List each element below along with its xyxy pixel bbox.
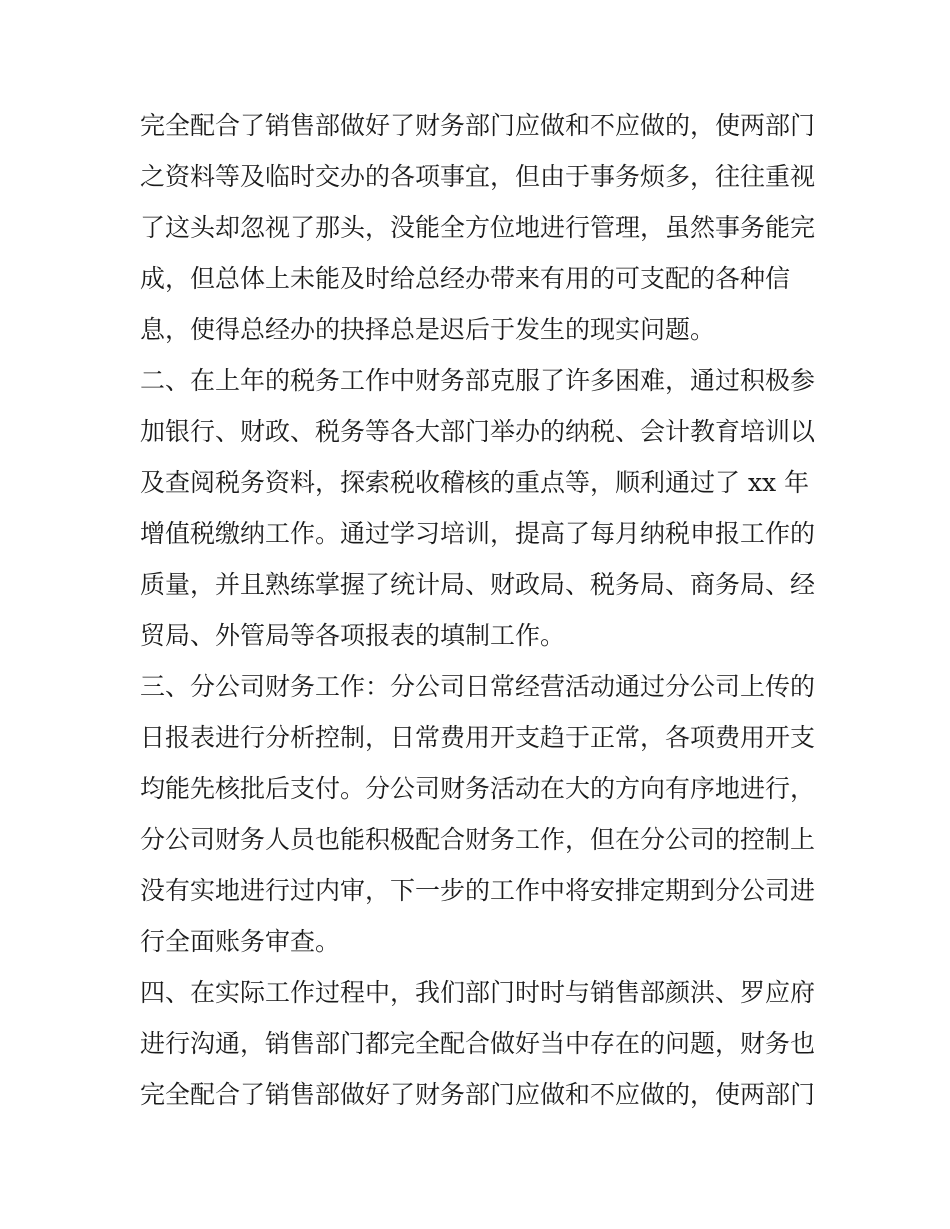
text-line: 二、在上年的税务工作中财务部克服了许多困难，通过积极参 [140, 366, 816, 395]
text-line: 行全面账务审查。 [140, 927, 341, 956]
text-line: 及查阅税务资料，探索税收稽核的重点等，顺利通过了 xx 年 [140, 468, 810, 497]
text-line: 分公司财务人员也能积极配合财务工作，但在分公司的控制上 [140, 825, 816, 854]
text-line: 质量，并且熟练掌握了统计局、财政局、税务局、商务局、经 [140, 570, 816, 599]
text-line: 贸局、外管局等各项报表的填制工作。 [140, 621, 566, 650]
text-line: 成，但总体上未能及时给总经办带来有用的可支配的各种信 [140, 264, 791, 293]
text-line: 增值税缴纳工作。通过学习培训，提高了每月纳税申报工作的 [140, 519, 816, 548]
paragraph-section-2 [140, 355, 820, 661]
text-line: 三、分公司财务工作：分公司日常经营活动通过分公司上传的 [140, 672, 816, 701]
document-body [140, 100, 820, 1120]
text-line: 完全配合了销售部做好了财务部门应做和不应做的，使两部门 [140, 1080, 816, 1109]
text-line: 了这头却忽视了那头，没能全方位地进行管理，虽然事务能完 [140, 213, 816, 242]
text-line: 之资料等及临时交办的各项事宜，但由于事务烦多，往往重视 [140, 162, 816, 191]
text-line: 加银行、财政、税务等各大部门举办的纳税、会计教育培训以 [140, 417, 816, 446]
paragraph-section-3 [140, 661, 820, 967]
text-line: 均能先核批后支付。分公司财务活动在大的方向有序地进行， [140, 774, 816, 803]
paragraph-section-4 [140, 967, 820, 1120]
text-line: 完全配合了销售部做好了财务部门应做和不应做的，使两部门 [140, 111, 816, 140]
text-line: 息，使得总经办的抉择总是迟后于发生的现实问题。 [140, 315, 716, 344]
text-line: 日报表进行分析控制，日常费用开支趋于正常，各项费用开支 [140, 723, 816, 752]
paragraph-continuation [140, 100, 820, 355]
text-line: 四、在实际工作过程中，我们部门时时与销售部颜洪、罗应府 [140, 978, 816, 1007]
text-line: 进行沟通，销售部门都完全配合做好当中存在的问题，财务也 [140, 1029, 816, 1058]
text-line: 没有实地进行过内审，下一步的工作中将安排定期到分公司进 [140, 876, 816, 905]
